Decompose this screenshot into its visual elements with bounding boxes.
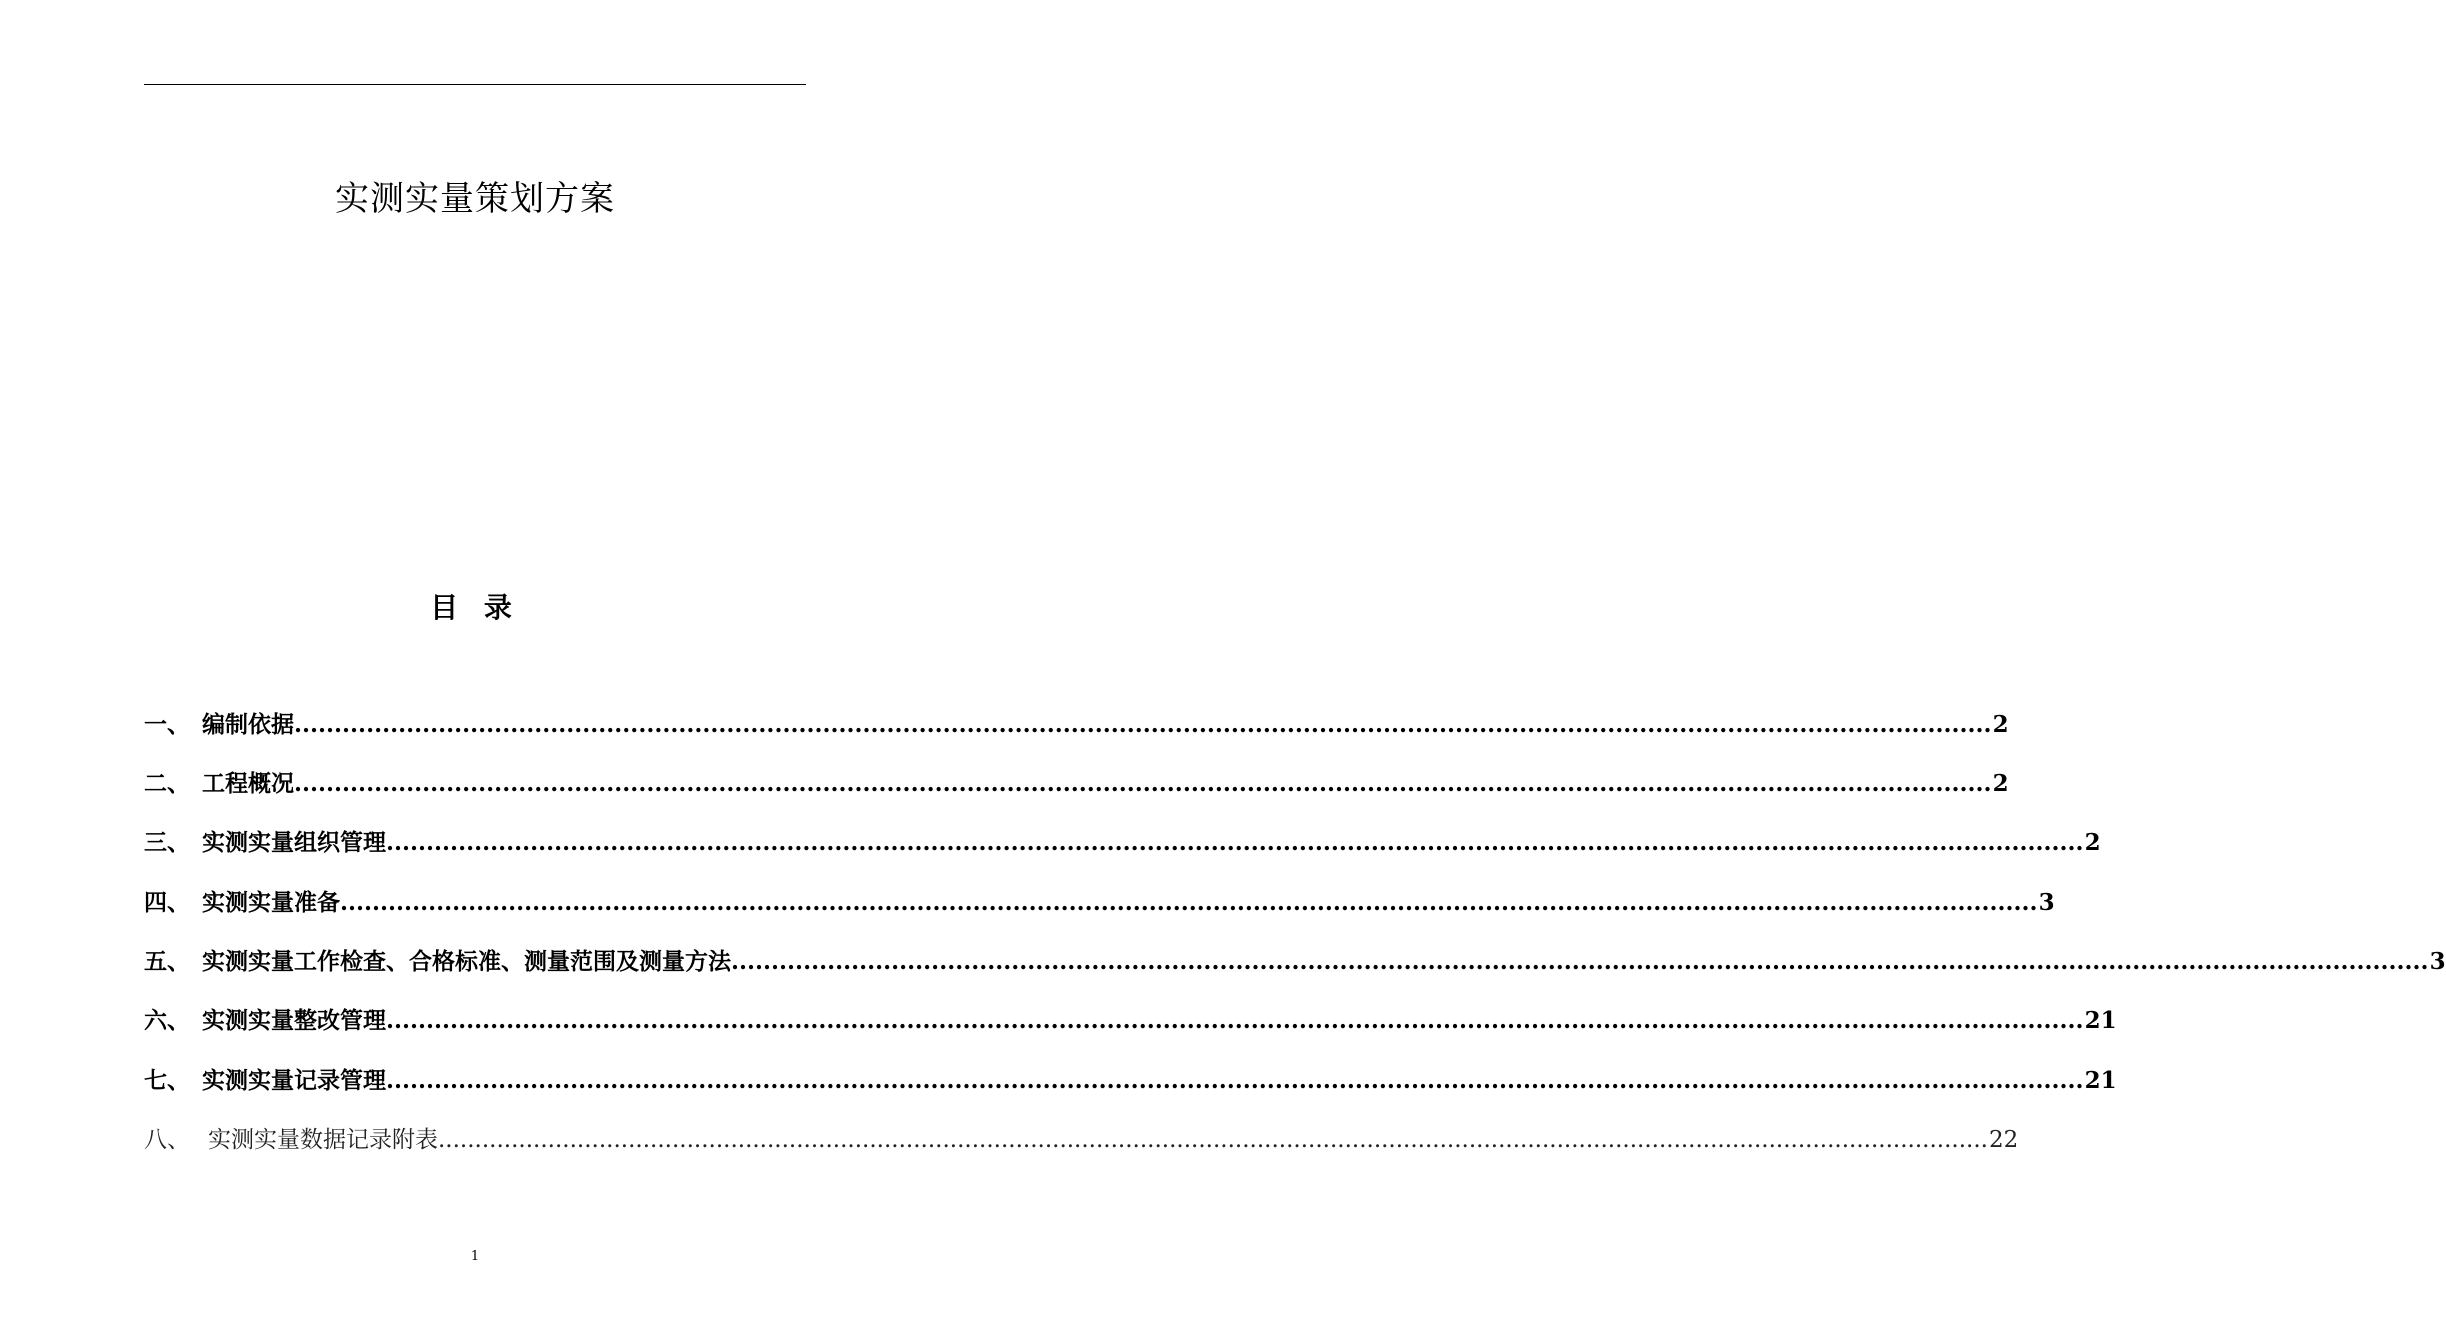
toc-entry-page: 2 [1992,770,2009,797]
page-number: 1 [470,1249,480,1264]
toc-dot-leader [386,1004,2084,1038]
toc-dot-leader [731,945,2429,979]
toc-entry-title: 工程概况 [202,770,294,797]
toc-entry-page: 3 [2429,948,2446,975]
toc-entry-number: 八、 [144,1127,190,1153]
toc-entry-8[interactable] [144,1123,2019,1157]
toc-entry-6[interactable] [144,1004,2117,1038]
toc-entry-7[interactable] [144,1064,2117,1098]
document-title: 实测实量策划方案 [335,179,615,219]
toc-entry-title: 实测实量准备 [202,889,340,916]
toc-dot-leader [340,886,2038,920]
toc-entry-4[interactable] [144,886,2055,920]
toc-entry-page: 2 [1992,711,2009,738]
toc-entry-page: 22 [1988,1127,2019,1153]
toc-dot-leader [438,1123,1988,1157]
toc-dot-leader [294,767,1992,801]
toc-entry-number: 三、 [144,829,190,856]
toc-dot-leader [294,708,1992,742]
header-rule [144,84,806,85]
toc-entry-number: 六、 [144,1007,190,1034]
toc-entry-page: 2 [2084,829,2101,856]
toc-entry-title: 实测实量记录管理 [202,1067,386,1094]
toc-entry-number: 五、 [144,948,190,975]
toc-entry-number: 四、 [144,889,190,916]
toc-entry-3[interactable] [144,826,2101,860]
toc-heading: 目 录 [430,591,520,624]
toc-entry-page: 21 [2084,1067,2117,1094]
toc-dot-leader [386,826,2084,860]
toc-entry-number: 二、 [144,770,190,797]
toc-entry-1[interactable] [144,708,2009,742]
toc-entry-2[interactable] [144,767,2009,801]
toc-entry-title: 实测实量组织管理 [202,829,386,856]
toc-entry-title: 实测实量数据记录附表 [208,1127,438,1153]
toc-entry-title: 实测实量工作检查、合格标准、测量范围及测量方法 [202,948,731,975]
toc-entry-5[interactable] [144,945,2446,979]
toc-dot-leader [386,1064,2084,1098]
toc-entry-page: 3 [2038,889,2055,916]
toc-entry-number: 七、 [144,1067,190,1094]
toc-entry-page: 21 [2084,1007,2117,1034]
toc-entry-title: 编制依据 [202,711,294,738]
toc-entry-number: 一、 [144,711,190,738]
toc-entry-title: 实测实量整改管理 [202,1007,386,1034]
